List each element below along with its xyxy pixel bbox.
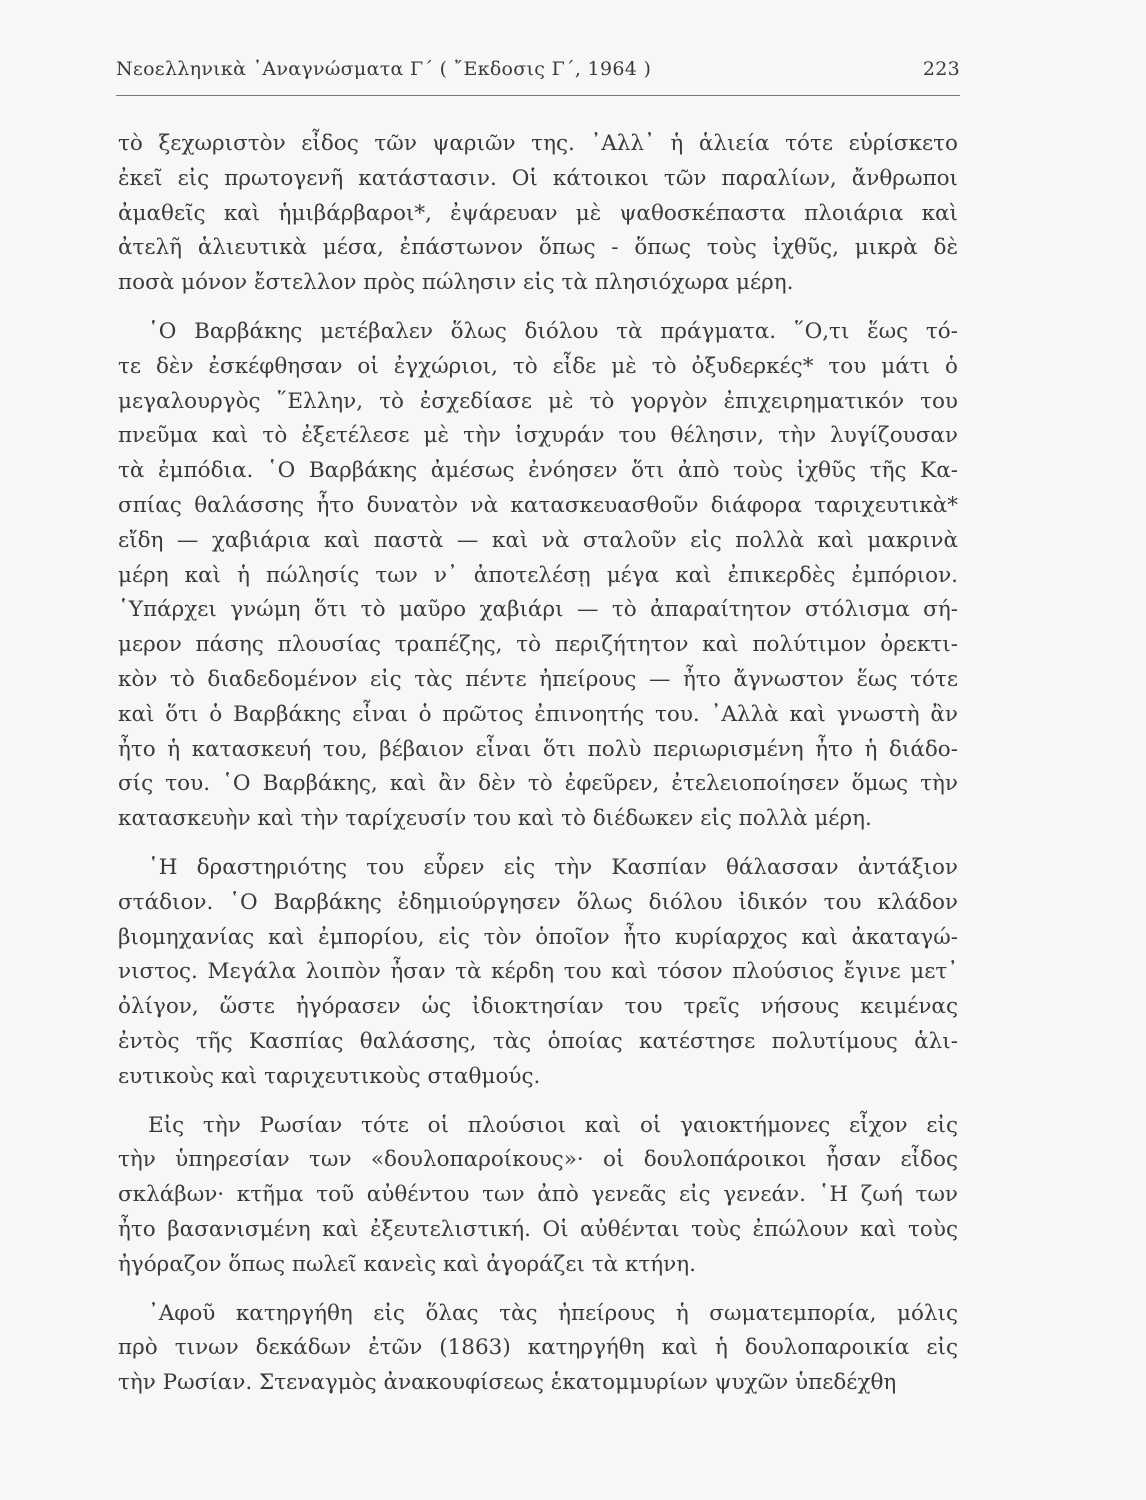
text-line: ευτικοὺς καὶ ταριχευτικοὺς σταθμούς.: [118, 1063, 541, 1089]
page-body: [118, 127, 958, 1401]
text-line: ῾Η δραστηριότης του εὗρεν εἰς τὴν Κασπίαν θάλασσαν ἀντάξιον: [148, 854, 958, 880]
text-line: τὰ ἐμπόδια. ῾Ο Βαρβάκης ἀμέσως ἐνόησεν ὅτι ἀπὸ τοὺς ἰχθῦς τῆς Κα-: [118, 458, 958, 484]
text-line: ἦτο ἡ κατασκευή του, βέβαιον εἶναι ὅτι πολὺ περιωρισμένη ἦτο ἡ διάδο-: [118, 736, 958, 762]
header-rule: [116, 95, 960, 96]
text-line: μεγαλουργὸς ῞Ελλην, τὸ ἐσχεδίασε μὲ τὸ γοργὸν ἐπιχειρηματικόν του: [118, 388, 958, 414]
paragraph: [118, 315, 958, 837]
text-line: ἦτο βασανισμένη καὶ ἐξευτελιστική. Οἱ αὐθένται τοὺς ἐπώλουν καὶ τοὺς: [118, 1216, 958, 1242]
text-line: κατασκευὴν καὶ τὴν ταρίχευσίν του καὶ τὸ διέδωκεν εἰς πολλὰ μέρη.: [118, 806, 872, 832]
text-line: σπίας θαλάσσης ἦτο δυνατὸν νὰ κατασκευασθοῦν διάφορα ταριχευτικὰ*: [118, 492, 958, 518]
text-line: ἐκεῖ εἰς πρωτογενῆ κατάστασιν. Οἱ κάτοικοι τῶν παραλίων, ἄνθρωποι: [118, 165, 958, 191]
text-line: πνεῦμα καὶ τὸ ἐξετέλεσε μὲ τὴν ἰσχυράν του θέλησιν, τὴν λυγίζουσαν: [118, 423, 958, 449]
text-line: ῾Υπάρχει γνώμη ὅτι τὸ μαῦρο χαβιάρι — τὸ ἀπαραίτητον στόλισμα σή-: [118, 597, 958, 623]
text-line: Εἰς τὴν Ρωσίαν τότε οἱ πλούσιοι καὶ οἱ γαιοκτήμονες εἶχον εἰς: [148, 1112, 958, 1138]
text-line: ᾿Αφοῦ κατηργήθη εἰς ὅλας τὰς ἠπείρους ἡ σωματεμπορία, μόλις: [148, 1300, 958, 1326]
text-line: ὀλίγον, ὥστε ἠγόρασεν ὡς ἰδιοκτησίαν του τρεῖς νήσους κειμένας: [118, 994, 958, 1020]
text-line: ἀμαθεῖς καὶ ἡμιβάρβαροι*, ἐψάρευαν μὲ ψαθοσκέπαστα πλοιάρια καὶ: [118, 200, 958, 226]
paragraph: [118, 1297, 958, 1401]
text-line: τὴν ὑπηρεσίαν των «δουλοπαροίκους»· οἱ δουλοπάροικοι ἦσαν εἶδος: [118, 1147, 958, 1173]
text-line: τὸ ξεχωριστὸν εἶδος τῶν ψαριῶν της. ᾿Αλλ᾿ ἡ ἁλιεία τότε εὑρίσκετο: [118, 131, 958, 156]
paragraph: [118, 127, 958, 301]
text-line: καὶ ὅτι ὁ Βαρβάκης εἶναι ὁ πρῶτος ἐπινοητής του. ᾿Αλλὰ καὶ γνωστὴ ἂν: [118, 701, 958, 727]
paragraph-gap: [118, 837, 958, 851]
text-line: μέρη καὶ ἡ πώλησίς των ν᾿ ἀποτελέσῃ μέγα καὶ ἐπικερδὲς ἐμπόριον.: [118, 562, 958, 588]
text-line: τε δὲν ἐσκέφθησαν οἱ ἐγχώριοι, τὸ εἶδε μὲ τὸ ὀξυδερκές* του μάτι ὁ: [118, 353, 958, 379]
paragraph: [118, 1109, 958, 1283]
paragraph: [118, 851, 958, 1095]
text-line: ἐντὸς τῆς Κασπίας θαλάσσης, τὰς ὁποίας κατέστησε πολυτίμους ἁλι-: [118, 1028, 958, 1054]
text-line: ποσὰ μόνον ἔστελλον πρὸς πώλησιν εἰς τὰ πλησιόχωρα μέρη.: [118, 270, 794, 296]
text-line: νιστος. Μεγάλα λοιπὸν ἦσαν τὰ κέρδη του καὶ τόσον πλούσιος ἔγινε μετ᾿: [118, 959, 958, 985]
text-line: βιομηχανίας καὶ ἐμπορίου, εἰς τὸν ὁποῖον ἦτο κυρίαρχος καὶ ἀκαταγώ-: [118, 924, 958, 950]
text-line: ῾Ο Βαρβάκης μετέβαλεν ὅλως διόλου τὰ πράγματα. ῞Ο,τι ἕως τό-: [148, 318, 958, 344]
text-line: πρὸ τινων δεκάδων ἐτῶν (1863) κατηργήθη καὶ ἡ δουλοπαροικία εἰς: [118, 1335, 958, 1361]
text-line: στάδιον. ῾Ο Βαρβάκης ἐδημιούργησεν ὅλως διόλου ἰδικόν του κλάδον: [118, 889, 958, 915]
page-number: 223: [922, 58, 960, 80]
text-line: εἴδη — χαβιάρια καὶ παστὰ — καὶ νὰ σταλοῦν εἰς πολλὰ καὶ μακρινὰ: [118, 527, 958, 553]
text-line: ἠγόραζον ὅπως πωλεῖ κανεὶς καὶ ἀγοράζει τὰ κτήνη.: [118, 1251, 696, 1277]
paragraph-gap: [118, 301, 958, 315]
text-line: σίς του. ῾Ο Βαρβάκης, καὶ ἂν δὲν τὸ ἐφεῦρεν, ἐτελειοποίησεν ὅμως τὴν: [118, 771, 958, 797]
text-line: ἀτελῆ ἁλιευτικὰ μέσα, ἐπάστωνον ὅπως - ὅπως τοὺς ἰχθῦς, μικρὰ δὲ: [118, 235, 958, 261]
book-title: Νεοελληνικὰ ᾿Αναγνώσματα Γ´ ( ῎Εκδοσις Γ´, 1964 ): [116, 58, 652, 80]
text-line: τὴν Ρωσίαν. Στεναγμὸς ἀνακουφίσεως ἑκατομμυρίων ψυχῶν ὑπεδέχθη: [118, 1370, 897, 1396]
paragraph-gap: [118, 1095, 958, 1109]
text-line: μερον πάσης πλουσίας τραπέζης, τὸ περιζήτητον καὶ πολύτιμον ὀρεκτι-: [118, 632, 958, 658]
paragraph-gap: [118, 1283, 958, 1297]
text-line: σκλάβων· κτῆμα τοῦ αὐθέντου των ἀπὸ γενεᾶς εἰς γενεάν. ῾Η ζωή των: [118, 1182, 958, 1208]
text-line: κὸν τὸ διαδεδομένον εἰς τὰς πέντε ἠπείρους — ἦτο ἄγνωστον ἕως τότε: [118, 666, 958, 692]
